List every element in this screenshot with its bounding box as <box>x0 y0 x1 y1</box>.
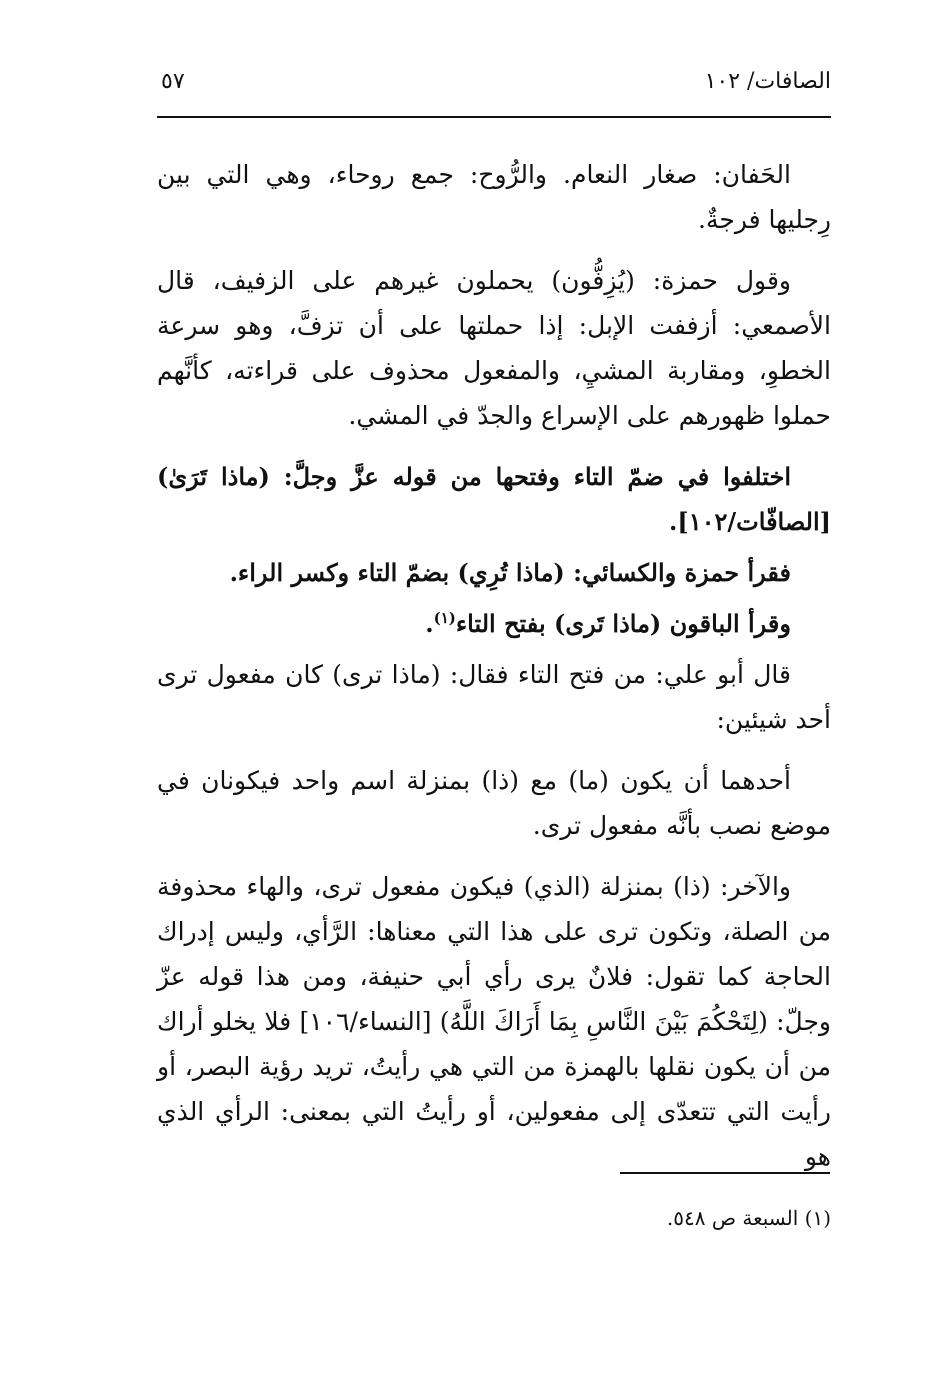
page-number: ٥٧ <box>161 69 185 94</box>
paragraph-text: وقرأ الباقون (ماذا تَرى) بفتح التاء <box>455 609 791 638</box>
footnote: (١) السبعة ص ٥٤٨. <box>666 1206 831 1230</box>
paragraph: وقول حمزة: (يُزِفُّون) يحملون غيرهم على الزفيف، قال الأصمعي: أزففت الإبل: إذا حملتها على أن تزفَّ، وهو سرعة الخطوِ، ومقاربة المشيِ، والمفعول محذوف على قراءته، كأنَّهم حملوا ظهورهم على الإسراع والجدّ في المشي. <box>157 266 831 430</box>
footnote-reference: (١) <box>433 609 456 627</box>
running-title: الصافات/ ١٠٢ <box>704 69 831 94</box>
footnote-rule <box>620 1172 830 1174</box>
paragraph: الحَفان: صغار النعام. والرُّوح: جمع روحاء، وهي التي بين رِجليها فرجةٌ. <box>157 160 831 234</box>
header-rule <box>157 116 831 118</box>
paragraph-with-footnote <box>157 601 831 646</box>
paragraph: اختلفوا في ضمّ التاء وفتحها من قوله عزَّ وجلَّ: (ماذا تَرَىٰ) [الصافّات/١٠٢]. <box>157 462 831 536</box>
paragraph: قال أبو علي: من فتح التاء فقال: (ماذا ترى) كان مفعول ترى أحد شيئين: <box>157 660 831 734</box>
paragraph-end-mark: . <box>425 609 434 638</box>
paragraph: أحدهما أن يكون (ما) مع (ذا) بمنزلة اسم واحد فيكونان في موضع نصب بأنَّه مفعول ترى. <box>157 766 831 840</box>
page-header <box>157 62 831 102</box>
paragraph: فقرأ حمزة والكسائي: (ماذا تُرِي) بضمّ التاء وكسر الراء. <box>229 558 791 587</box>
main-text <box>157 152 831 1195</box>
paragraph: والآخر: (ذا) بمنزلة (الذي) فيكون مفعول ترى، والهاء محذوفة من الصلة، وتكون ترى على هذا التي معناها: الرَّأي، وليس إدراك الحاجة كما تقول: فلانٌ يرى رأي أبي حنيفة، ومن هذا قوله عزّ وجلّ: (لِتَحْكُمَ بَيْنَ النَّاسِ بِمَا أَرَاكَ اللَّهُ) [النساء/١٠٦] فلا يخلو أراك من أن يكون نقلها بالهمزة من التي هي رأيتُ، تريد رؤية البصر، أو رأيت التي تتعدّى إلى مفعولين، أو رأيتُ التي بمعنى: الرأي الذي هو <box>157 872 831 1171</box>
